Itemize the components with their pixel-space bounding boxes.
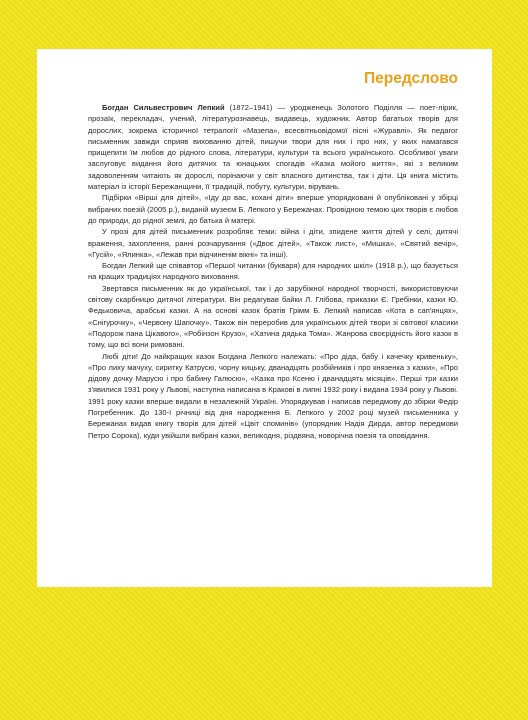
paragraph-5-text: Звертався письменник як до української, так і до зарубіжної народної творчості, використовуючи світову скарбницю дитячої літератури. Він редагував байки Л. Глібова, приказки Є. Гребінки, казки Ю. Федьковича, арабські казки. А на основі казок братів Грімм Б. Лепкий написав «Кота в сап'янцях», «Снігурочку», «Червону Шапочку». Також він переробив для українських дітей твори зі світової класики «Подорож пана Цікавого», «Робінзон Крузо», «Хатина дядька Тома». Жанрова своєрідність його казок в тому, що всі вони римовані. (88, 283, 458, 350)
paragraph-2-text: Підбірки «Вірші для дітей», «Іду до вас, кохані діти» вперше упорядковані й опубліковані у збірці вибраних поезій (2005 р.), виданій музеєм Б. Лепкого у Бережанах. Провідною темою цих творів є любов до природи, до рідної землі, до батька й матері. (88, 193, 458, 225)
paragraph-6 (88, 351, 458, 441)
paragraph-2 (88, 192, 458, 226)
paragraph-4-text: Богдан Лепкий ще співавтор «Першої читанки (букваря) для народних шкіл» (1918 р.), що базується на кращих традиціях народного виховання. (88, 261, 458, 282)
author-name: Богдан Сильвестрович Лепкий (102, 103, 225, 112)
paragraph-6-text: Любі діти! До найкращих казок Богдана Лепкого належать: «Про діда, бабу і качечку кривеньку», «Про лиху мачуху, сиритку Катрусю, чорну кицьку, дванадцять розбійників і про князенка з казки», «Про дідову дочку Марусю і про бабину Галюсю», «Казка про Ксеню і дванадцять місяців». Перші три казки з'явилися 1931 року у Львові, наступна написана в Кракові в липні 1932 року і видана 1934 року у Львові. 1991 року казки вперше видали в незалежній Україні. Упорядкував і написав передмову до збірки Федір Погребенник. До 130-ї річниці від дня народження Б. Лепкого у 2002 році музей письменника у Бережанах видав книгу творів для дітей «Цвіт споминів» (упорядник Надія Дирда, автор передмови Петро Сорока), куди увійшли вибрані казки, великодня, різдвяна, новорічна поезія та оповідання. (88, 351, 458, 440)
page-title: Передслово (363, 70, 458, 87)
content-page (37, 49, 492, 587)
paragraph-3-text: У прозі для дітей письменник розробляє теми: війна і діти, зпидене життя дітей у селі, дитячі враження, захоплення, ранні розчарування («Двоє дітей», «Також лист», «Мишка», «Святий вечір», «Гусій», «Ялинка», «Лежав при відчиненім вікні» та інші). (88, 227, 458, 259)
paragraph-4 (88, 260, 458, 283)
paragraph-5 (88, 283, 458, 351)
paragraph-1 (88, 102, 458, 192)
paragraph-3 (88, 226, 458, 260)
paragraph-1-text: (1872–1941) — уродженець Золотого Поділля — поет-лірик, прозаїк, перекладач, учений, літературознавець, видавець, художник. Автор багатьох творів для дорослих, зокрема історичної тетралогії «Мазепа», всесвітньовідомої пісні «Журавлі». Як педагог письменник завжди сприяв вихованню дітей, пишучи твори для них і про них, у яких намагався прищепити їм любов до рідного слова, літератури, культури та всього українського. Особливої уваги заслуговує видання його дитячих та юнацьких спогадів «Казка мойого життя», які з великим задоволенням читають як дорослі, порінаючи у світ власного дитинства, так і діти. Ця книга містить матеріал із історії Бережанщини, її традицій, побуту, культури, вірувань. (88, 103, 458, 192)
